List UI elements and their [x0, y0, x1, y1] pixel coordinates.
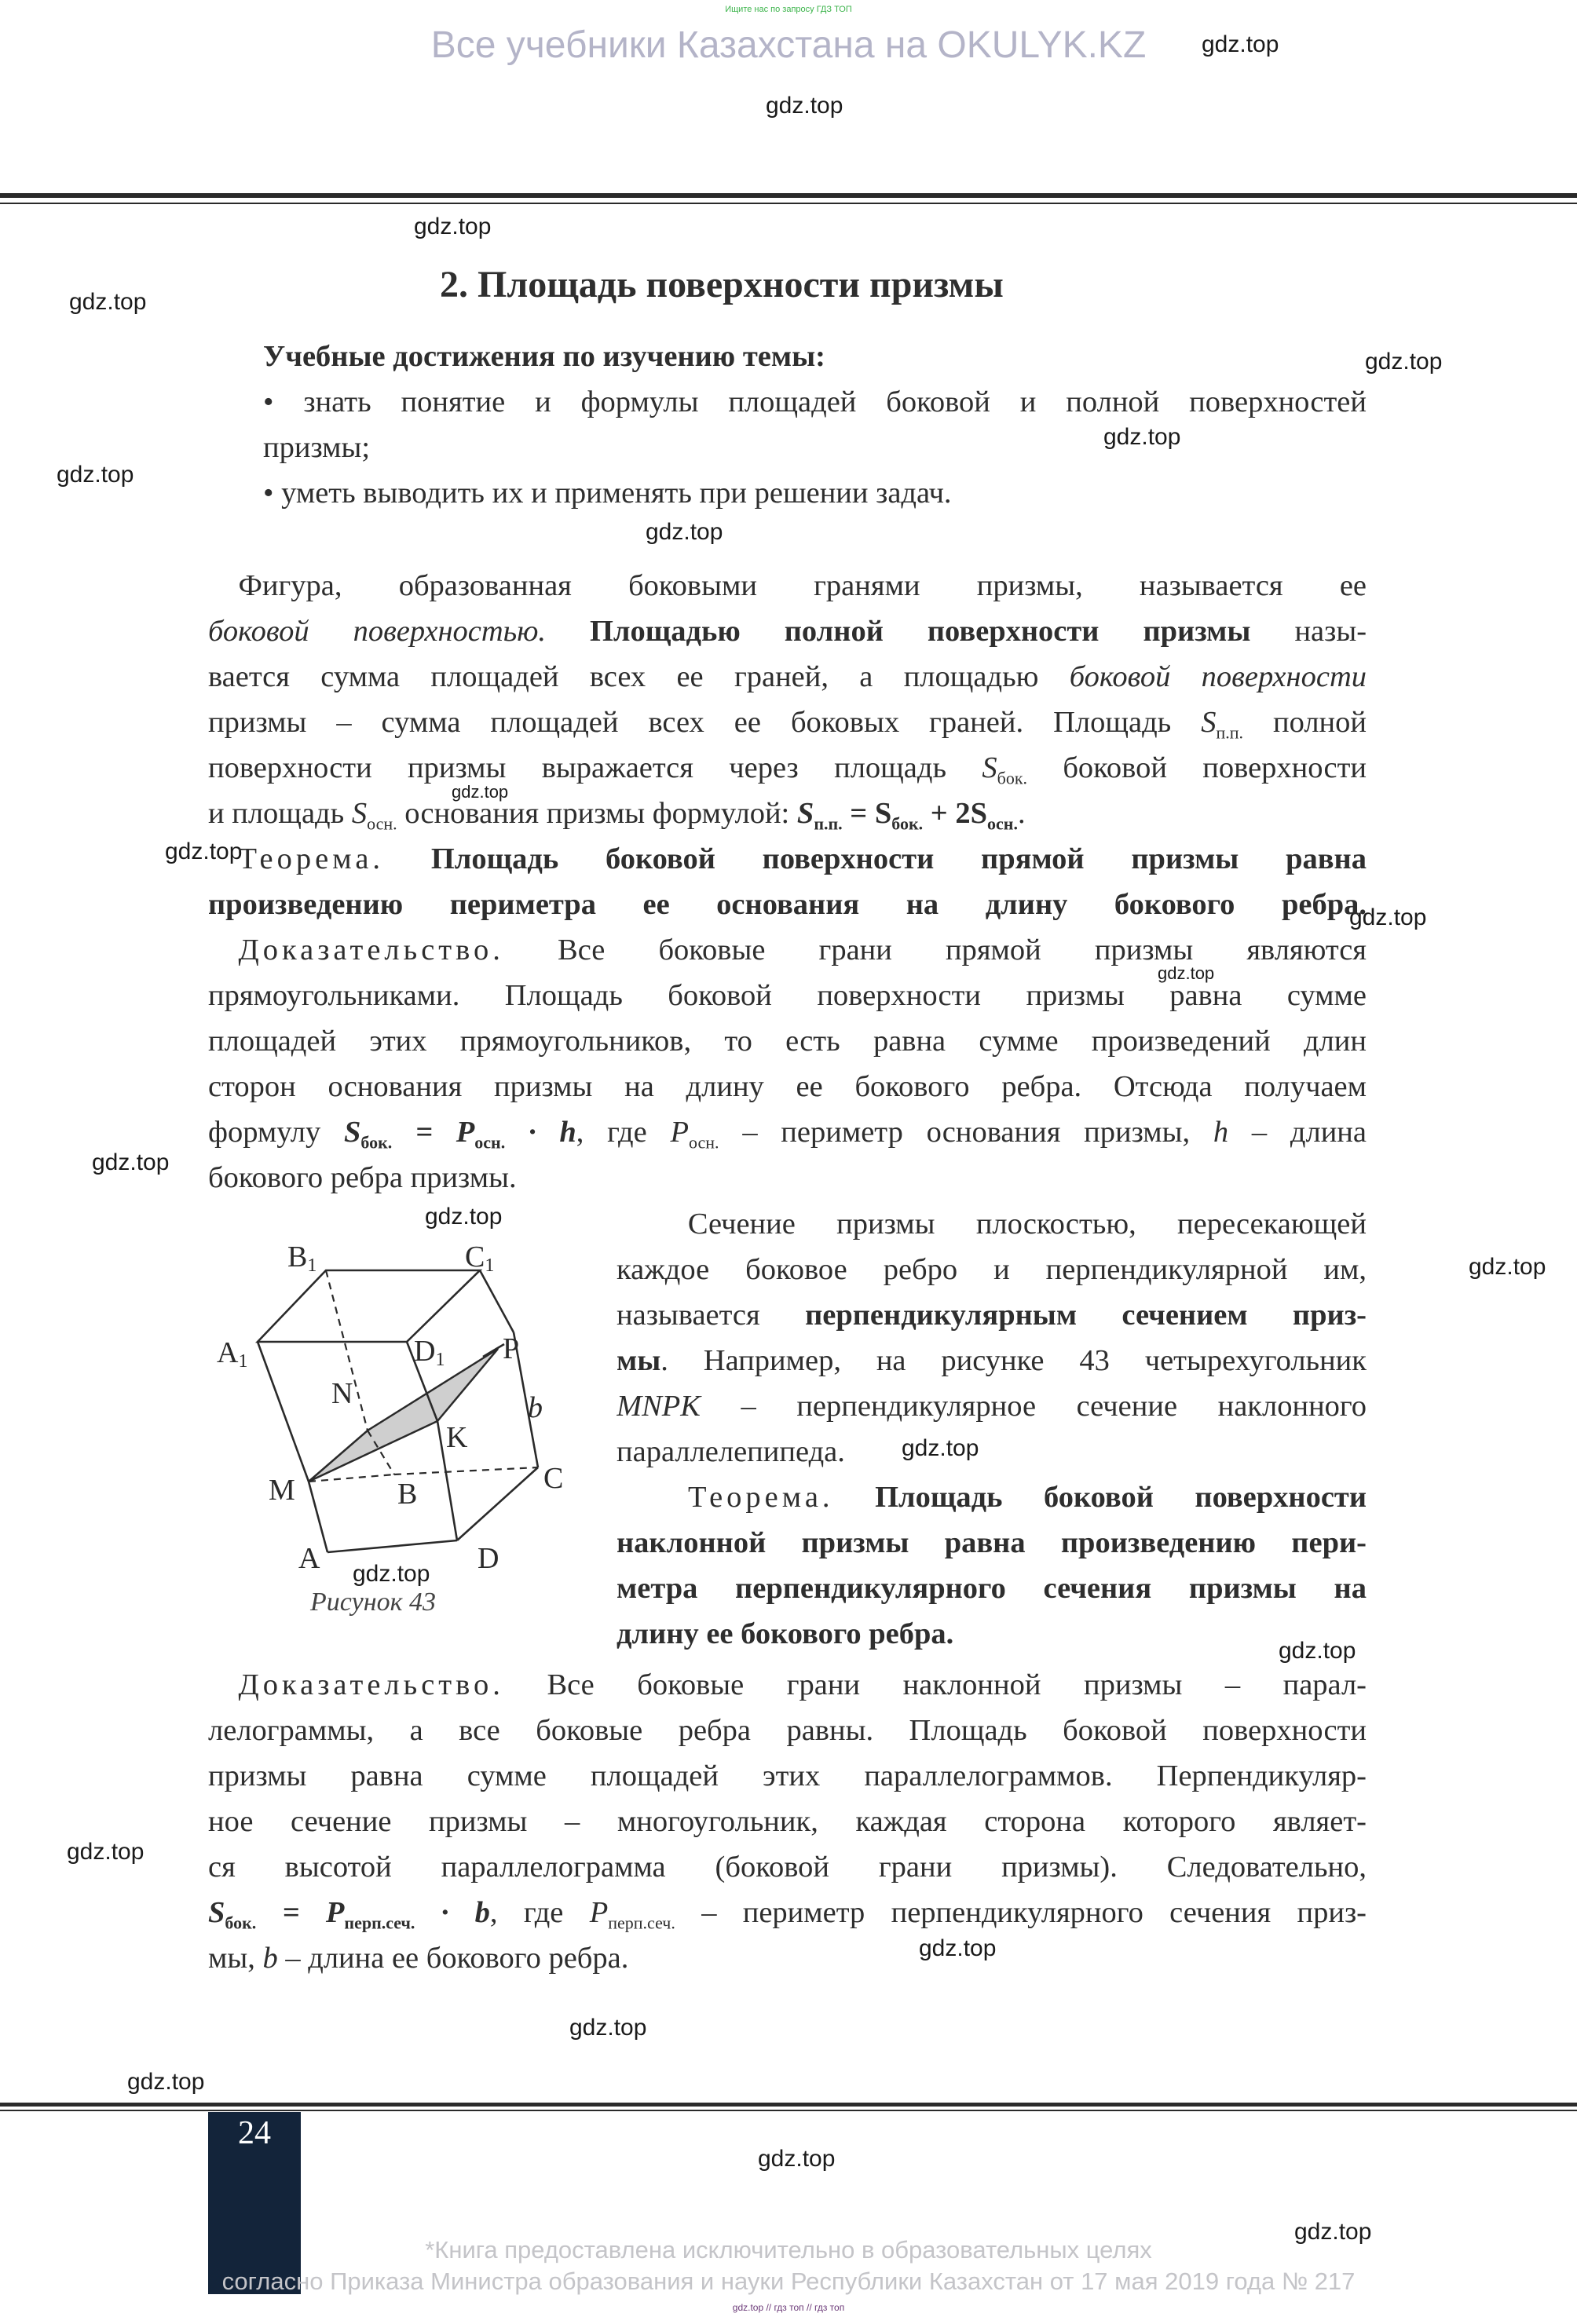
watermark: gdz.top	[758, 2146, 836, 2172]
text-line: мы, b – длина ее бокового ребра.	[208, 1942, 629, 1975]
svg-text:D: D	[477, 1542, 499, 1575]
text-line: MNPK – перпендикулярное сечение наклонного	[617, 1390, 1367, 1423]
watermark: gdz.top	[919, 1935, 997, 1961]
svg-text:A: A	[298, 1542, 320, 1575]
svg-text:A1: A1	[217, 1336, 248, 1372]
watermark: gdz.top	[165, 839, 243, 864]
watermark: gdz.top	[92, 1149, 170, 1175]
svg-text:M: M	[269, 1474, 295, 1507]
text-line: формулу $S_{бок.} = P_{осн.} \cdot h$, где $P_{осн.}$ – периметр основания призмы, h – длина	[208, 1116, 1367, 1153]
watermark: gdz.top	[127, 2069, 205, 2095]
text-line: сторон основания призмы на длину ее бокового ребра. Отсюда получаем	[208, 1070, 1367, 1103]
goals-title: Учебные достижения по изучению темы:	[263, 340, 825, 373]
svg-text:C1: C1	[465, 1241, 495, 1276]
learning-goals	[263, 334, 1367, 516]
watermark: gdz.top	[353, 1561, 430, 1587]
text-line: бокового ребра призмы.	[208, 1161, 517, 1194]
section-heading: 2. Площадь поверхности призмы	[440, 264, 1004, 305]
svg-text:K: K	[446, 1421, 468, 1454]
text-line: площадей этих прямоугольников, то есть равна сумме произведений длин	[208, 1025, 1367, 1058]
bottom-rule-thin	[0, 2110, 1577, 2111]
text-line: боковой поверхностью. Площадью полной поверхности призмы назы-	[208, 615, 1367, 648]
text-line: произведению периметра ее основания на длину бокового ребра.	[208, 888, 1367, 921]
text-line: Теорема. Площадь боковой поверхности прямой призмы равна	[238, 842, 1367, 875]
watermark: gdz.top	[1469, 1254, 1546, 1280]
text-line: Доказательство. Все боковые грани наклонной призмы – парал-	[238, 1668, 1367, 1701]
text-line: называется перпендикулярным сечением приз-	[617, 1299, 1367, 1332]
svg-text:B: B	[397, 1478, 418, 1511]
watermark: gdz.top	[452, 782, 509, 802]
svg-text:D1: D1	[414, 1335, 445, 1370]
text-line: призмы равна сумме площадей этих параллелограммов. Перпендикуляр-	[208, 1759, 1367, 1792]
text-line: метра перпендикулярного сечения призмы на	[617, 1572, 1367, 1605]
text-line: ся высотой параллелограмма (боковой грани призмы). Следовательно,	[208, 1851, 1367, 1884]
watermark: gdz.top	[1365, 349, 1443, 375]
watermark: gdz.top	[766, 93, 843, 119]
svg-text:B1: B1	[287, 1241, 317, 1276]
goals-line: • знать понятие и формулы площадей боковой и полной поверхностей	[263, 386, 1367, 418]
svg-text:C: C	[543, 1462, 564, 1495]
figure-caption: Рисунок 43	[310, 1588, 436, 1617]
svg-text:N: N	[331, 1377, 353, 1410]
main-text	[208, 563, 1367, 1200]
text-line: поверхности призмы выражается через площадь $S_{бок.}$ боковой поверхности	[208, 751, 1367, 788]
top-rule-thin	[0, 203, 1577, 204]
text-line: $S_{бок.} = P_{перп.сеч.} \cdot b$, где $P_{перп.сеч.}$ – периметр перпендикулярного сечения приз-	[208, 1896, 1367, 1933]
proof2-text	[208, 1662, 1367, 1981]
svg-text:b: b	[528, 1391, 543, 1424]
watermark: gdz.top	[67, 1839, 145, 1865]
watermark: gdz.top	[1349, 904, 1427, 930]
watermark: gdz.top	[425, 1204, 503, 1230]
watermark: gdz.top	[414, 214, 492, 239]
watermark: gdz.top	[1279, 1638, 1356, 1664]
watermark: gdz.top	[1294, 2219, 1372, 2245]
footer-disclaimer: *Книга предоставлена исключительно в образовательных целях	[425, 2236, 1152, 2264]
text-line: лелограммы, а все боковые ребра равны. Площадь боковой поверхности	[208, 1714, 1367, 1747]
text-line: ное сечение призмы – многоугольник, каждая сторона которого являет-	[208, 1805, 1367, 1838]
footer-links[interactable]: gdz.top // гдз топ // гдз топ	[732, 2302, 845, 2313]
parallelepiped-figure	[206, 1229, 583, 1590]
text-line: вается сумма площадей всех ее граней, а площадью боковой поверхности	[208, 660, 1367, 693]
search-hint: Ищите нас по запросу ГДЗ ТОП	[725, 5, 852, 14]
page-number: 24	[238, 2115, 271, 2151]
watermark: gdz.top	[902, 1435, 979, 1461]
goals-line: призмы;	[263, 431, 371, 464]
text-line: призмы – сумма площадей всех ее боковых граней. Площадь $S_{п.п.}$ полной	[208, 706, 1367, 743]
site-title[interactable]: Все учебники Казахстана на OKULYK.KZ	[430, 24, 1147, 66]
text-line: мы. Например, на рисунке 43 четырехугольник	[617, 1344, 1367, 1377]
svg-text:P: P	[503, 1332, 520, 1365]
watermark: gdz.top	[569, 2015, 647, 2041]
text-line: Теорема. Площадь боковой поверхности	[688, 1481, 1367, 1514]
top-rule-thick	[0, 193, 1577, 198]
hidden-edges	[309, 1270, 538, 1482]
text-line: Доказательство. Все боковые грани прямой призмы являются	[238, 934, 1367, 967]
figure-side-text	[617, 1201, 1367, 1657]
watermark: gdz.top	[1158, 963, 1215, 983]
watermark: gdz.top	[69, 289, 147, 315]
bottom-rule-thick	[0, 2103, 1577, 2107]
text-line: прямоугольниками. Площадь боковой поверхности призмы равна сумме	[208, 979, 1367, 1012]
text-line: длину ее бокового ребра.	[617, 1617, 954, 1650]
footer-order: согласно Приказа Министра образования и науки Республики Казахстан от 17 мая 2019 года № 217	[221, 2267, 1356, 2295]
text-line: параллелепипеда.	[617, 1435, 845, 1468]
watermark: gdz.top	[1202, 31, 1279, 57]
watermark: gdz.top	[57, 462, 134, 488]
goals-line: • уметь выводить их и применять при решении задач.	[263, 477, 952, 510]
text-line: и площадь $S_{осн.}$ основания призмы формулой: $S_{п.п.} = S_{бок.} + 2S_{осн.}$.	[208, 797, 1026, 834]
watermark: gdz.top	[1103, 424, 1181, 450]
perpendicular-section	[309, 1349, 498, 1482]
text-line: Фигура, образованная боковыми гранями призмы, называется ее	[238, 569, 1367, 602]
watermark: gdz.top	[646, 519, 723, 545]
vertex-labels	[217, 1241, 563, 1575]
text-line: Сечение призмы плоскостью, пересекающей	[687, 1208, 1367, 1241]
text-line: каждое боковое ребро и перпендикулярной им,	[617, 1253, 1367, 1286]
text-line: наклонной призмы равна произведению пери-	[617, 1526, 1367, 1559]
